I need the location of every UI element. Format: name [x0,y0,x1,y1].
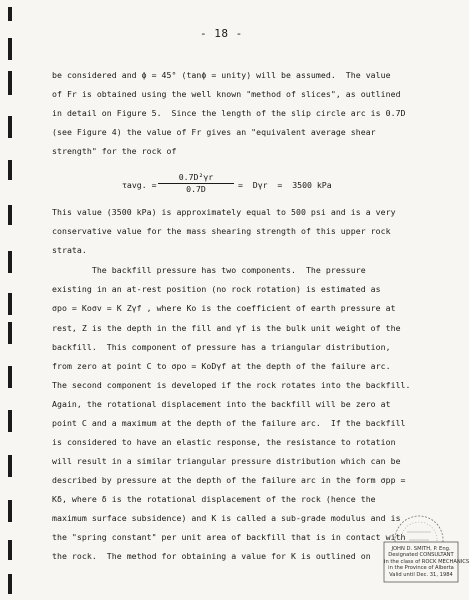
body-line: will result in a similar triangular pressure distribution which can be [52,456,401,466]
body-line: Kδ, where δ is the rotational displacement of the rock (hence the [52,494,376,504]
body-line: maximum surface subsidence) and K is called a sub-grade modulus and is [52,513,401,523]
binding-mark [8,38,12,60]
body-line: The second component is developed if the rock rotates into the backfill. [52,380,411,390]
body-line: strata. [52,245,87,255]
binding-mark [8,293,12,315]
stamp-text [384,546,469,578]
body-line: is considered to have an elastic response, the resistance to rotation [52,437,396,447]
body-line: strength" for the rock of [52,146,177,156]
binding-mark [8,574,12,594]
binding-mark [8,160,12,180]
body-line: Again, the rotational displacement into the backfill will be zero at [52,399,391,409]
body-line: conservative value for the mass shearing strength of this upper rock [52,226,391,236]
equation-rhs: = Dγr = 3500 kPa [238,180,332,190]
body-line: point C and a maximum at the depth of the failure arc. If the backfill [52,418,406,428]
body-line: The backfill pressure has two components. The pressure [52,265,366,275]
body-line: from zero at point C to σpo = KoDγf at the depth of the failure arc. [52,361,391,371]
equation-denominator: 0.7D [186,184,206,194]
stamp-line: Valid until Dec. 31, 1984 [389,571,453,578]
binding-mark [8,205,12,225]
body-line: of Fr is obtained using the well known "method of slices", as outlined [52,89,401,99]
body-line: the rock. The method for obtaining a value for K is outlined on [52,551,371,561]
binding-mark [8,500,12,522]
body-line: This value (3500 kPa) is approximately equal to 500 psi and is a very [52,207,396,217]
binding-mark [8,116,12,138]
body-line: in detail on Figure 5. Since the length of the slip circle arc is 0.7D [52,108,406,118]
stamp-line: in the Province of Alberta [388,565,454,572]
body-line: backfill. This component of pressure has a triangular distribution, [52,342,391,352]
binding-mark [8,410,12,432]
page-number: - 18 - [200,27,243,40]
stamp-line: JOHN D. SMITH, P. Eng. [391,546,451,552]
binding-mark [8,7,12,21]
body-line: existing in an at-rest position (no rock rotation) is estimated as [52,284,381,294]
binding-mark [8,540,12,560]
binding-mark [8,71,12,95]
body-line: described by pressure at the depth of the failure arc in the form σpp = [52,475,406,485]
binding-mark [8,322,12,344]
body-line: σpo = Koσv = K Zγf , where Ko is the coefficient of earth pressure at [52,303,396,313]
body-line: be considered and ϕ = 45° (tanϕ = unity) will be assumed. The value [52,70,391,80]
equation-fraction [158,172,234,194]
body-line: rest, Z is the depth in the fill and γf is the bulk unit weight of the [52,323,401,333]
stamp-line: in the class of ROCK MECHANICS [384,558,469,565]
body-line: the "spring constant" per unit area of backfill that is in contact with [52,532,406,542]
binding-mark [8,455,12,477]
binding-mark [8,366,12,388]
stamp-line: Designated CONSULTANT [388,552,454,559]
body-line: (see Figure 4) the value of Fr gives an "equivalent average shear [52,127,376,137]
equation-lhs: τavg. = [122,180,157,190]
equation-numerator: 0.7D²γr [158,172,234,184]
binding-mark [8,251,12,273]
